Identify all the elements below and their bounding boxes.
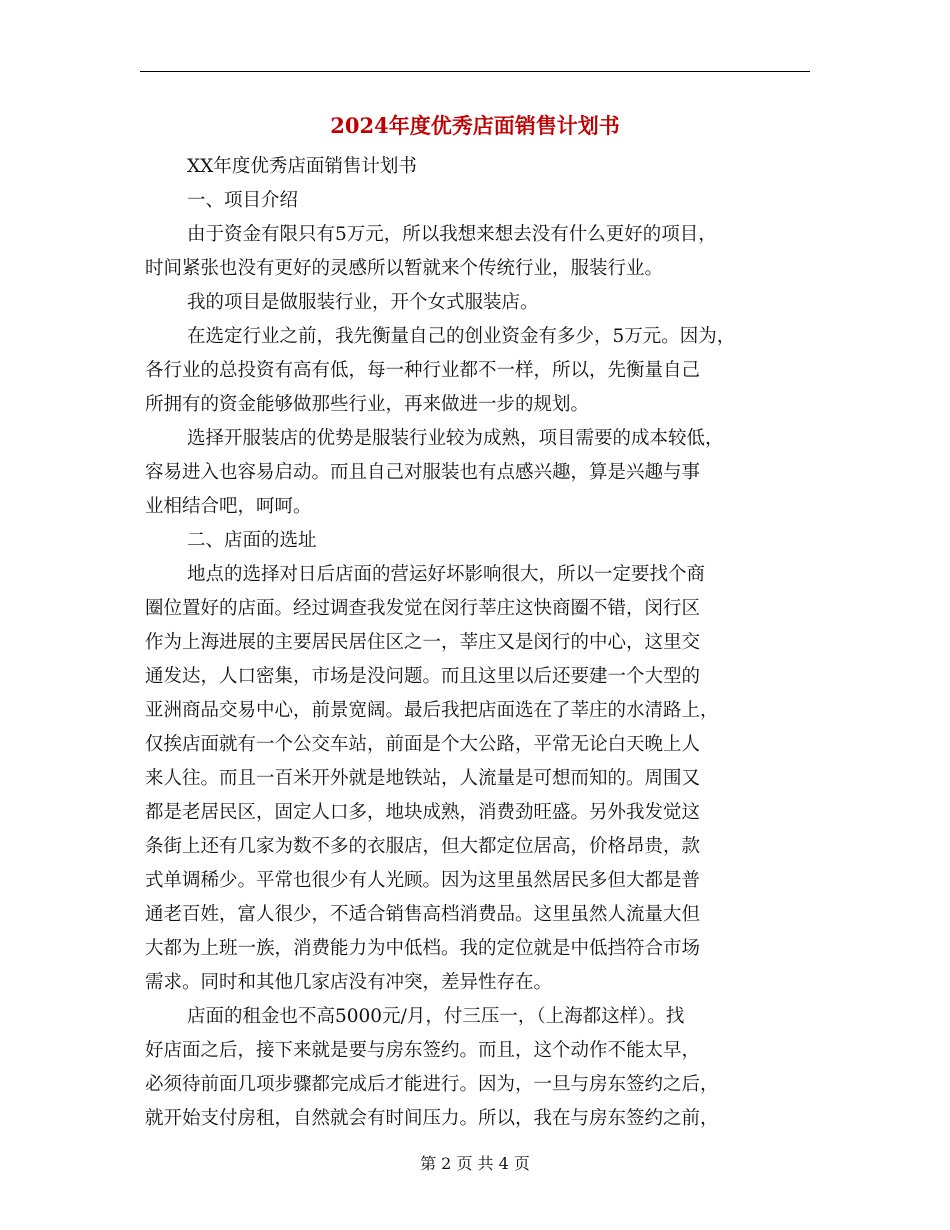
text-line: 地点的选择对日后店面的营运好坏影响很大，所以一定要找个商 [187,564,706,585]
text-line: 大都为上班一族，消费能力为中低档。我的定位就是中低挡符合市场 [145,938,701,959]
text-line: 容易进入也容易启动。而且自己对服装也有点感兴趣，算是兴趣与事 [145,462,701,483]
text-line: 作为上海进展的主要居民居住区之一，莘庄又是闵行的中心，这里交 [145,632,701,653]
text-line: 一、项目介绍 [187,190,299,211]
text-line: 都是老居民区，固定人口多，地块成熟，消费劲旺盛。另外我发觉这 [145,802,701,823]
text-line: 各行业的总投资有高有低，每一种行业都不一样，所以，先衡量自己 [145,360,701,381]
text-line: 时间紧张也没有更好的灵感所以暂就来个传统行业，服装行业。 [145,258,664,279]
header-rule [140,71,810,72]
text-line: 条街上还有几家为数不多的衣服店，但大都定位居高，价格昂贵，款 [145,836,701,857]
text-line: 在选定行业之前，我先衡量自己的创业资金有多少，5万元。因为， [187,326,736,347]
text-line: XX年度优秀店面销售计划书 [187,156,417,177]
text-line: 通发达，人口密集，市场是没问题。而且这里以后还要建一个大型的 [145,666,701,687]
text-line: 仅挨店面就有一个公交车站，前面是个大公路，平常无论白天晚上人 [145,734,701,755]
text-line: 亚洲商品交易中心，前景宽阔。最后我把店面选在了莘庄的水清路上， [145,700,719,721]
text-line: 二、店面的选址 [187,530,317,551]
page-footer: 第 2 页 共 4 页 [420,1154,530,1173]
text-line: 式单调稀少。平常也很少有人光顾。因为这里虽然居民多但大都是普 [145,870,701,891]
text-line: 店面的租金也不高5000元/月，付三压一，（上海都这样）。找 [187,1006,685,1027]
text-line: 圈位置好的店面。经过调查我发觉在闵行莘庄这快商圈不错，闵行区 [145,598,701,619]
text-line: 通老百姓，富人很少，不适合销售高档消费品。这里虽然人流量大但 [145,904,701,925]
text-line: 好店面之后，接下来就是要与房东签约。而且，这个动作不能太早， [145,1040,701,1061]
text-line: 我的项目是做服装行业，开个女式服装店。 [187,292,539,313]
text-line: 来人往。而且一百米开外就是地铁站，人流量是可想而知的。周围又 [145,768,701,789]
document-body [145,150,805,1136]
text-line: 业相结合吧，呵呵。 [145,496,312,517]
text-line: 所拥有的资金能够做那些行业，再来做进一步的规划。 [145,394,590,415]
text-line: 由于资金有限只有5万元，所以我想来想去没有什么更好的项目， [187,224,717,245]
text-line: 需求。同时和其他几家店没有冲突，差异性存在。 [145,972,553,993]
text-line: 必须待前面几项步骤都完成后才能进行。因为，一旦与房东签约之后， [145,1074,719,1095]
text-line: 就开始支付房租，自然就会有时间压力。所以，我在与房东签约之前， [145,1108,719,1129]
text-line: 选择开服装店的优势是服装行业较为成熟，项目需要的成本较低， [187,428,724,449]
document-title: 2024年度优秀店面销售计划书 [330,113,620,138]
